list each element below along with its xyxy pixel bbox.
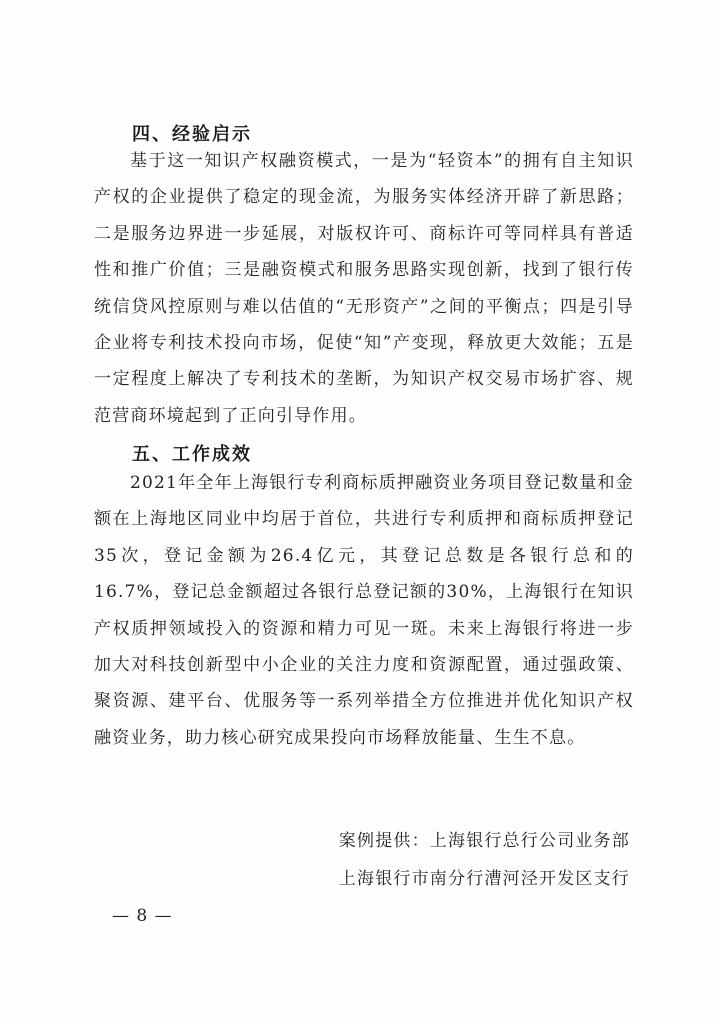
- section-heading-results: 五、工作成效: [132, 444, 252, 465]
- case-provider-line: 案例提供：上海银行总行公司业务部: [338, 831, 630, 851]
- section-heading-experience: 四、经验启示: [132, 124, 252, 145]
- page-number: — 8 —: [112, 906, 173, 926]
- section-paragraph-experience: 基于这一知识产权融资模式，一是为“轻资本”的拥有自主知识产权的企业提供了稳定的现金流，为服务实体经济开辟了新思路；二是服务边界进一步延展，对版权许可、商标许可等同样具有普适性和推广价值；三是融资模式和服务思路实现创新，找到了银行传统信贷风控原则与难以估值的“无形资产”之间的平衡点；四是引导企业将专利技术投向市场，促使“知”产变现，释放更大效能；五是一定程度上解决了专利技术的垄断，为知识产权交易市场扩容、规范营商环境起到了正向引导作用。: [94, 151, 634, 426]
- case-provider-branch-line: 上海银行市南分行漕河泾开发区支行: [338, 869, 630, 889]
- section-paragraph-results: 2021年全年上海银行专利商标质押融资业务项目登记数量和金额在上海地区同业中均居于首位，共进行专利质押和商标质押登记35次，登记金额为26.4亿元，其登记总数是各银行总和的16.7%，登记总金额超过各银行总登记额的30%，上海银行在知识产权质押领域投入的资源和精力可见一斑。未来上海银行将进一步加大对科技创新型中小企业的关注力度和资源配置，通过强政策、聚资源、建平台、优服务等一系列举措全方位推进并优化知识产权融资业务，助力核心研究成果投向市场释放能量、生生不息。: [94, 473, 634, 748]
